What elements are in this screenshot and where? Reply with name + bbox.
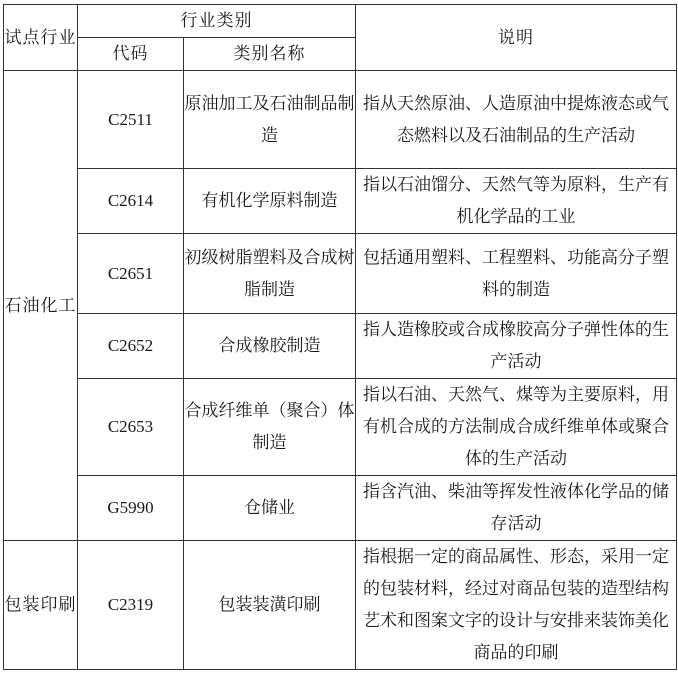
category-name-cell: 有机化学原料制造 <box>184 169 356 234</box>
header-code: 代码 <box>78 38 184 71</box>
table-row <box>4 379 677 476</box>
description-cell: 指以石油馏分、天然气等为原料，生产有机化学品的工业 <box>356 169 677 234</box>
table-row <box>4 314 677 379</box>
category-name-cell: 合成纤维单（聚合）体制造 <box>184 379 356 476</box>
industry-category-table <box>3 4 677 670</box>
description-cell: 指根据一定的商品属性、形态，采用一定的包装材料，经过对商品包装的造型结构艺术和图案文字的设计与安排来装饰美化商品的印刷 <box>356 541 677 670</box>
category-name-cell: 合成橡胶制造 <box>184 314 356 379</box>
category-name-cell: 原油加工及石油制品制造 <box>184 71 356 169</box>
code-cell: C2653 <box>78 379 184 476</box>
code-cell: C2319 <box>78 541 184 670</box>
code-cell: C2511 <box>78 71 184 169</box>
header-row-1 <box>4 5 677 38</box>
table-row <box>4 476 677 541</box>
category-name-cell: 包装装潢印刷 <box>184 541 356 670</box>
header-industry-category: 行业类别 <box>78 5 356 38</box>
table-row <box>4 71 677 169</box>
description-cell: 包括通用塑料、工程塑料、功能高分子塑料的制造 <box>356 234 677 314</box>
header-category-name: 类别名称 <box>184 38 356 71</box>
category-name-cell: 初级树脂塑料及合成树脂制造 <box>184 234 356 314</box>
code-cell: C2651 <box>78 234 184 314</box>
description-cell: 指含汽油、柴油等挥发性液体化学品的储存活动 <box>356 476 677 541</box>
table-row <box>4 541 677 670</box>
code-cell: C2652 <box>78 314 184 379</box>
description-cell: 指人造橡胶或合成橡胶高分子弹性体的生产活动 <box>356 314 677 379</box>
code-cell: G5990 <box>78 476 184 541</box>
pilot-industry-cell: 石油化工 <box>4 71 78 541</box>
header-description: 说明 <box>356 5 677 71</box>
pilot-industry-cell: 包装印刷 <box>4 541 78 670</box>
description-cell: 指从天然原油、人造原油中提炼液态或气态燃料以及石油制品的生产活动 <box>356 71 677 169</box>
table-row <box>4 169 677 234</box>
header-pilot-industry: 试点行业 <box>4 5 78 71</box>
table-row <box>4 234 677 314</box>
category-name-cell: 仓储业 <box>184 476 356 541</box>
code-cell: C2614 <box>78 169 184 234</box>
description-cell: 指以石油、天然气、煤等为主要原料，用有机合成的方法制成合成纤维单体或聚合体的生产活动 <box>356 379 677 476</box>
